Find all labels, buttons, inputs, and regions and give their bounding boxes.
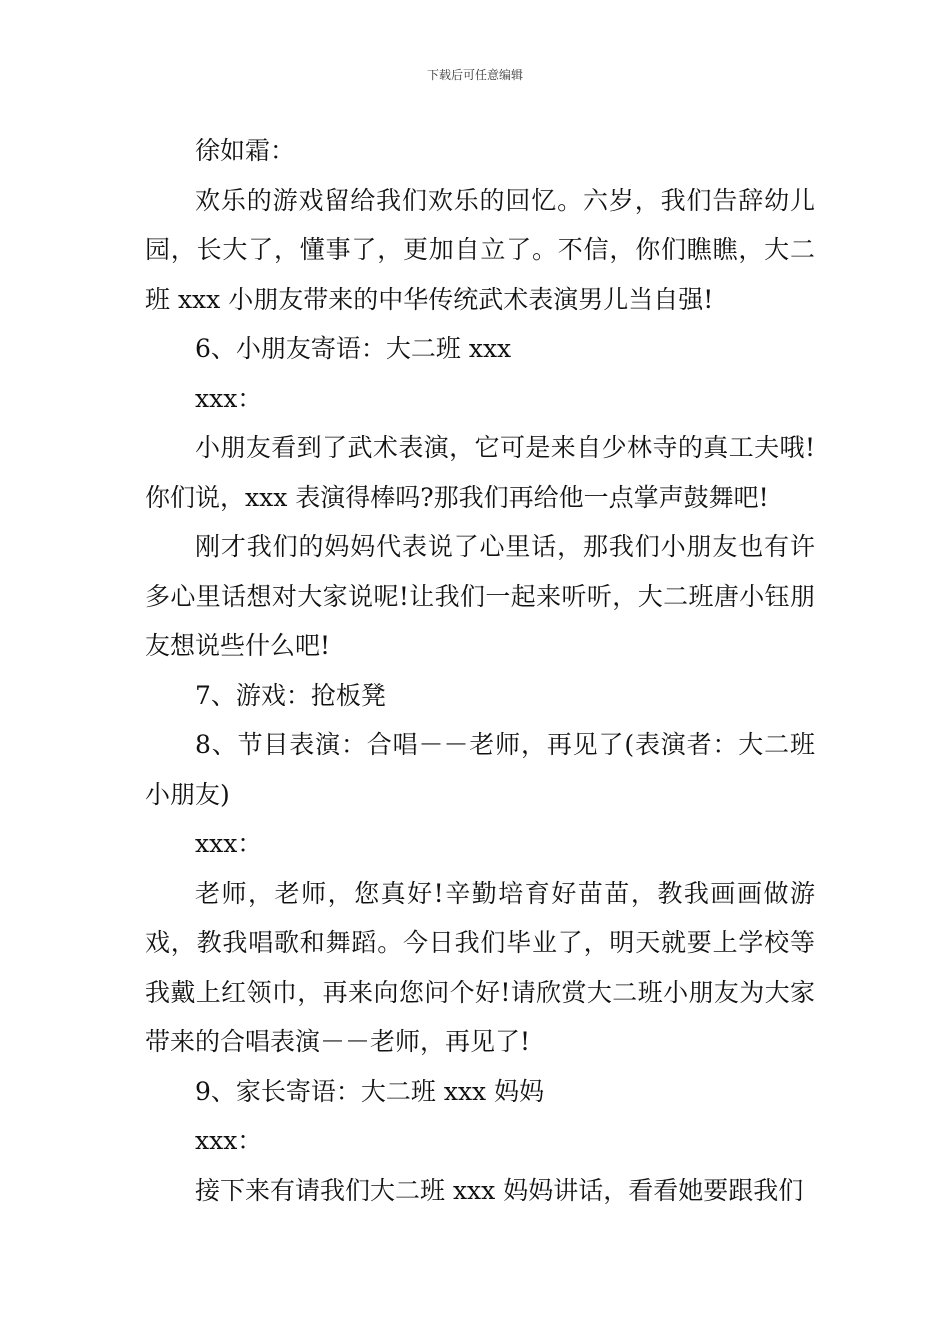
paragraph-martial-arts-praise: 小朋友看到了武术表演，它可是来自少林寺的真工夫哦!你们说，xxx 表演得棒吗?那我们再给他一点掌声鼓舞吧!	[145, 433, 815, 512]
item-7-heading: 7、游戏：抢板凳	[195, 680, 386, 710]
paragraph-parent-speech-intro: 接下来有请我们大二班 xxx 妈妈讲话，看看她要跟我们	[195, 1175, 804, 1205]
paragraph-teacher-song-intro: 老师，老师，您真好!辛勤培育好苗苗，教我画画做游戏，教我唱歌和舞蹈。今日我们毕业了，明天就要上学校等我戴上红领巾，再来向您问个好!请欣赏大二班小朋友为大家带来的合唱表演－－老师，再见了!	[145, 878, 815, 1056]
paragraph-speaker-xxx: xxx：	[195, 829, 263, 858]
document-body	[145, 126, 815, 1215]
paragraph-child-message: 刚才我们的妈妈代表说了心里话，那我们小朋友也有许多心里话想对大家说呢!让我们一起来听听，大二班唐小钰朋友想说些什么吧!	[145, 532, 815, 660]
paragraph-speaker-xxx: xxx：	[195, 383, 263, 413]
item-6-heading: 6、小朋友寄语：大二班 xxx	[195, 334, 512, 363]
item-8-heading: 8、节目表演：合唱－－老师，再见了(表演者：大二班小朋友)	[145, 730, 815, 809]
paragraph-speaker-xu: 徐如霜：	[195, 136, 296, 165]
page-header-note: 下载后可任意编辑	[426, 68, 523, 82]
paragraph-speaker-xxx: xxx：	[195, 1126, 263, 1155]
item-9-heading: 9、家长寄语：大二班 xxx 妈妈	[195, 1076, 545, 1106]
paragraph-martial-arts-intro: 欢乐的游戏留给我们欢乐的回忆。六岁，我们告辞幼儿园，长大了，懂事了，更加自立了。不信，你们瞧瞧，大二班 xxx 小朋友带来的中华传统武术表演男儿当自强!	[145, 185, 815, 314]
